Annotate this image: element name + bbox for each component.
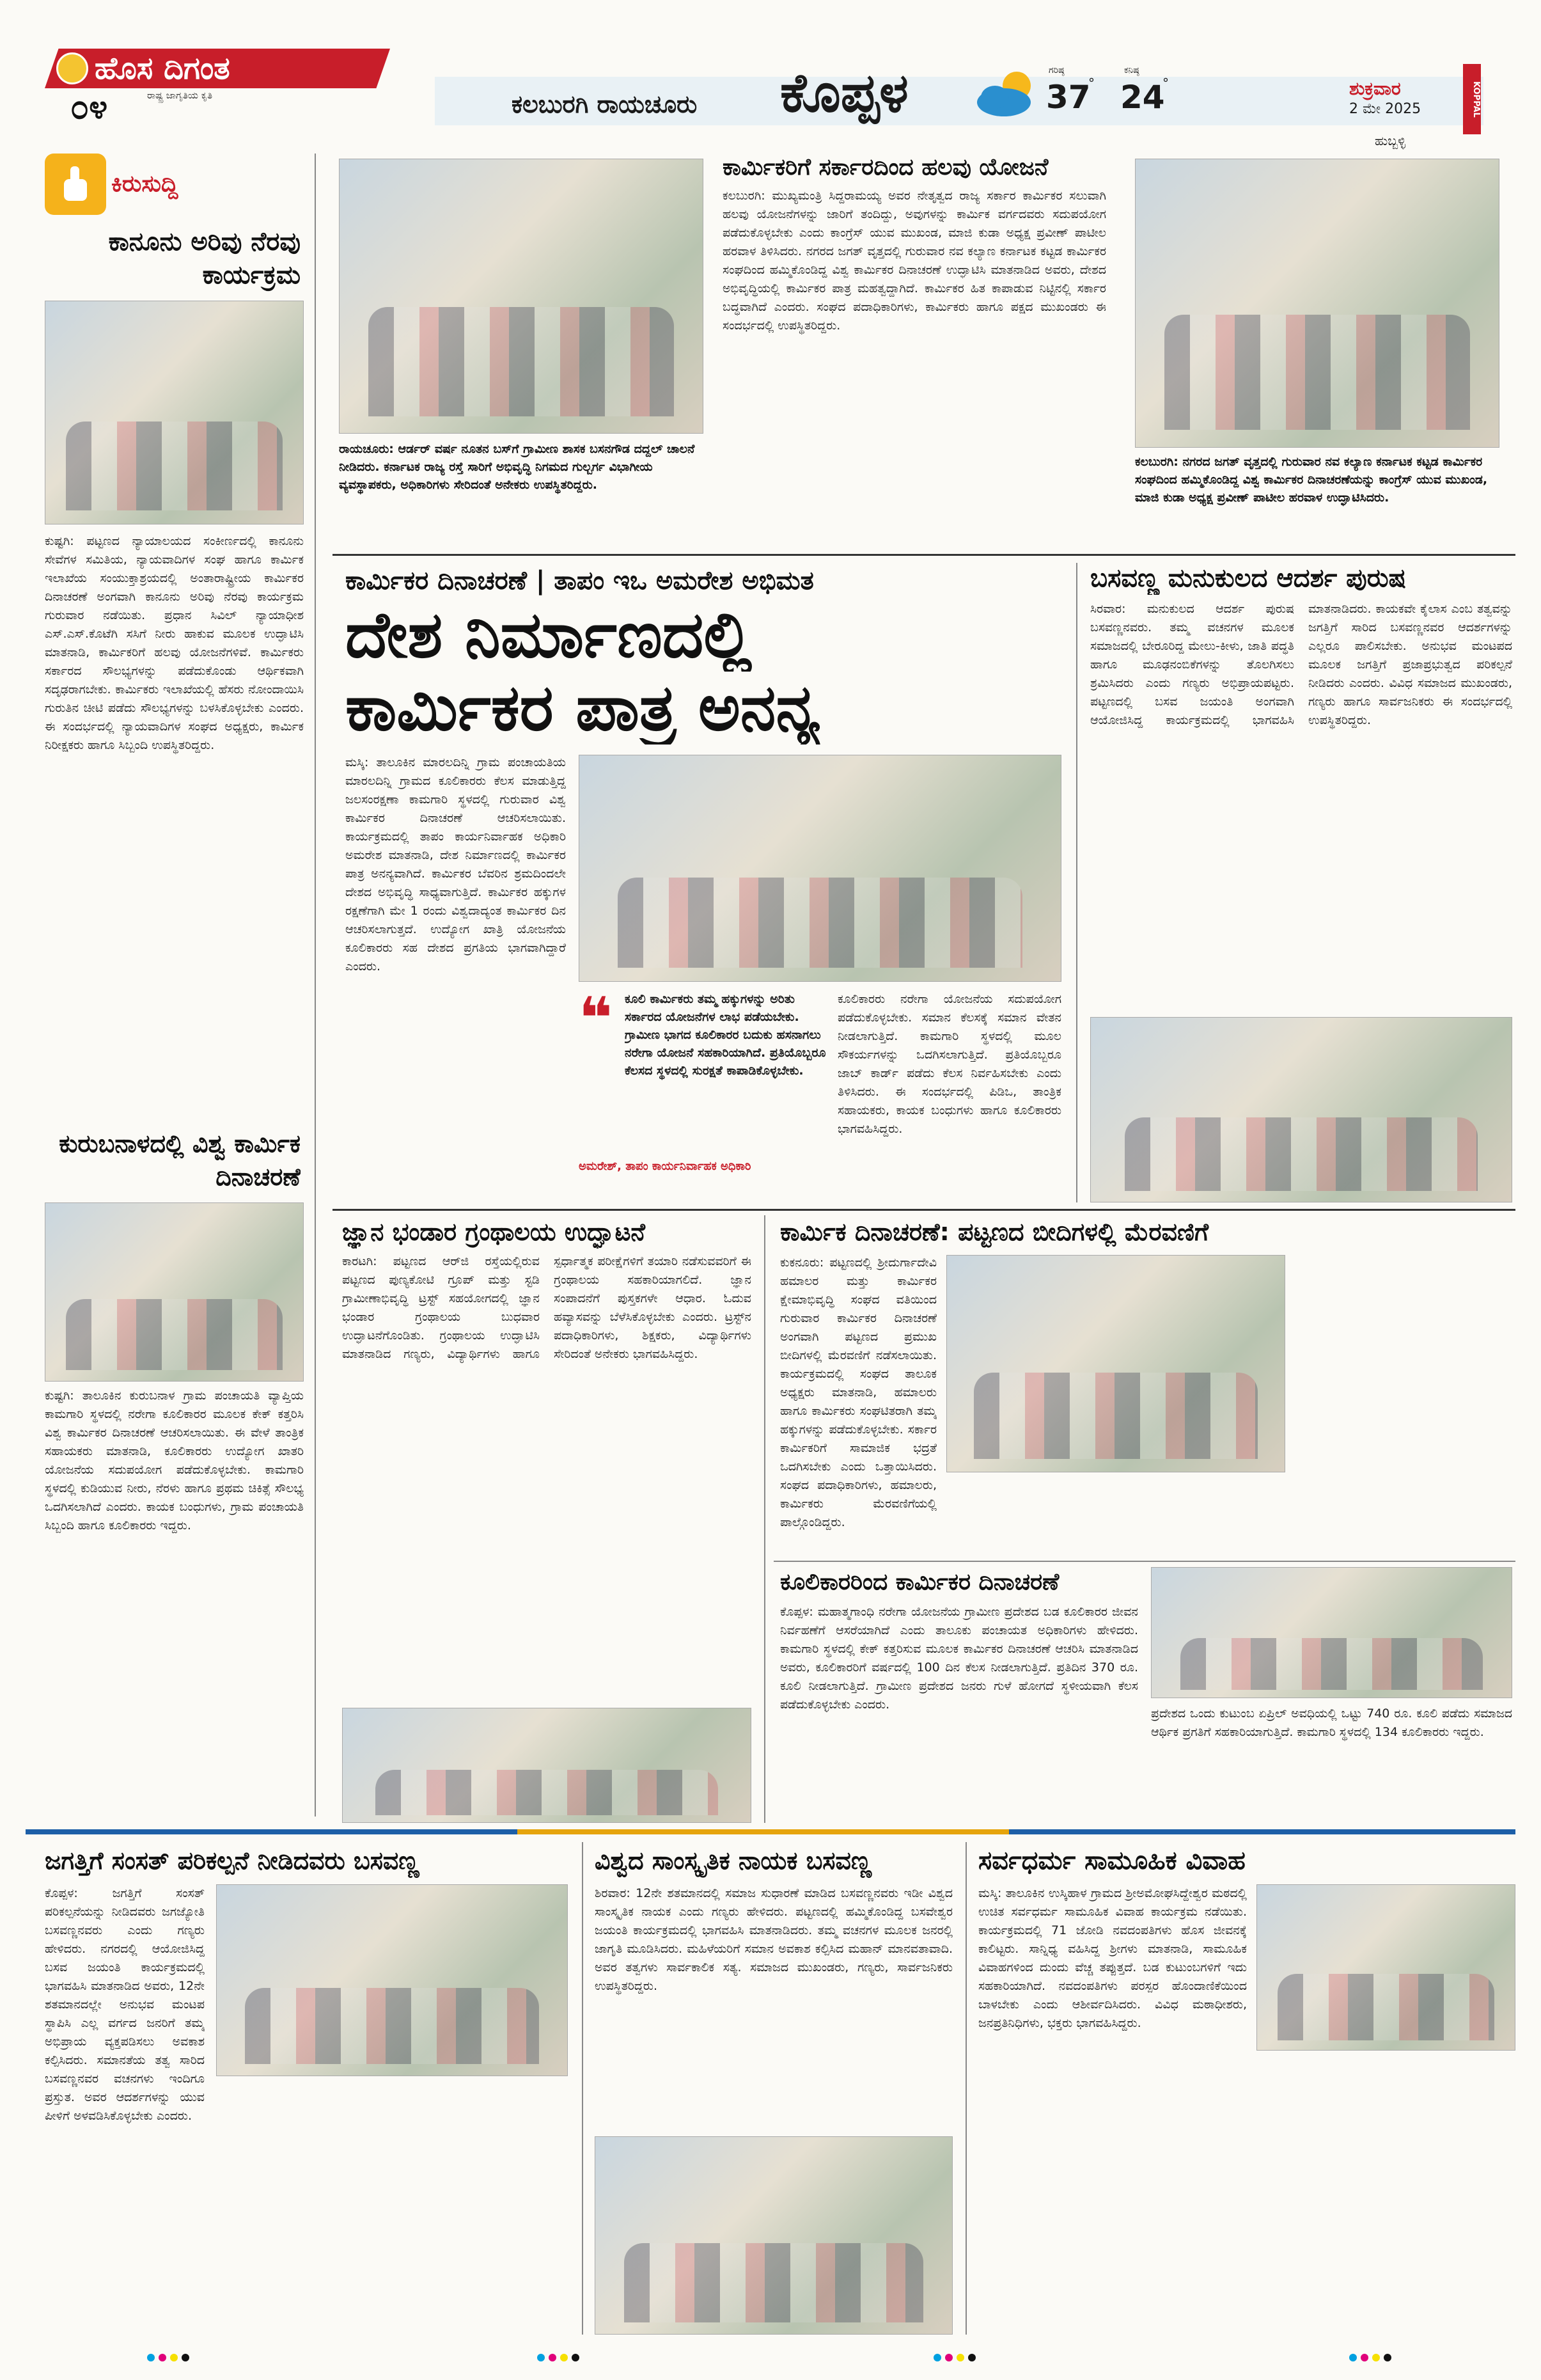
lead-kicker: ಕಾರ್ಮಿಕರ ದಿನಾಚರಣೆ | ತಾಪಂ ಇಒ ಅಮರೇಶ ಅಭಿಮತ bbox=[345, 566, 814, 595]
registration-marks-center-right bbox=[934, 2354, 976, 2361]
library-right-divider bbox=[764, 1215, 765, 1823]
lead-body-left: ಮಸ್ಕಿ: ತಾಲೂಕಿನ ಮಾರಲದಿನ್ನಿ ಗ್ರಾಮ ಪಂಚಾಯತಿಯ ಮಾರಲದಿನ್ನಿ ಗ್ರಾಮದ ಕೂಲಿಕಾರರು ಕೆಲಸ ಮಾಡುತ್ತಿದ್ದ ಜಲಸಂರಕ್ಷಣಾ ಕಾಮಗಾರಿ ಸ್ಥಳದಲ್ಲಿ ಗುರುವಾರ ವಿಶ್ವ ಕಾರ್ಮಿಕರ ದಿನಾಚರಣೆ ಆಚರಿಸಲಾಯಿತು. ಕಾರ್ಯಕ್ರಮದಲ್ಲಿ ತಾಪಂ ಕಾರ್ಯನಿರ್ವಾಹಕ ಅಧಿಕಾರಿ ಅಮರೇಶ ಮಾತನಾಡಿ, ದೇಶ ನಿರ್ಮಾಣದಲ್ಲಿ ಕಾರ್ಮಿಕರ ಪಾತ್ರ ಅನನ್ಯವಾಗಿದೆ. ಕಾರ್ಮಿಕರ ಬೆವರಿನ ಶ್ರಮದಿಂದಲೇ ದೇಶದ ಅಭಿವೃದ್ಧಿ ಸಾಧ್ಯವಾಗುತ್ತಿದೆ. ಕಾರ್ಮಿಕರ ಹಕ್ಕುಗಳ ರಕ್ಷಣೆಗಾಗಿ ಮೇ 1 ರಂದು ವಿಶ್ವದಾದ್ಯಂತ ಕಾರ್ಮಿಕರ ದಿನ ಆಚರಿಸಲಾಗುತ್ತದೆ. ಉದ್ಯೋಗ ಖಾತ್ರಿ ಯೋಜನೆಯ ಕೂಲಿಕಾರರು ಸಹ ದೇಶದ ಪ್ರಗತಿಯ ಭಾಗವಾಗಿದ್ದಾರೆ ಎಂದರು. bbox=[345, 755, 566, 973]
procession-title: ಕಾರ್ಮಿಕ ದಿನಾಚರಣೆ: ಪಟ್ಟಣದ ಬೀದಿಗಳಲ್ಲಿ ಮೆರವಣಿಗೆ bbox=[780, 1218, 1209, 1246]
masthead-date: 2 ಮೇ 2025 bbox=[1349, 101, 1421, 117]
kirusuddi-badge bbox=[45, 154, 237, 215]
left-column-divider bbox=[315, 154, 316, 1817]
masthead-edition: ಕೊಪ್ಪಳ bbox=[780, 61, 909, 124]
top-left-caption: ರಾಯಚೂರು: ಆರ್ಡರ್ ವರ್ಷ ನೂತನ ಬಸ್‌ಗೆ ಗ್ರಾಮೀಣ ಶಾಸಕ ಬಸನಗೌಡ ದದ್ದಲ್ ಚಾಲನೆ ನೀಡಿದರು. ಕರ್ನಾಟಕ ರಾಜ್ಯ ರಸ್ತೆ ಸಾರಿಗೆ ಅಭಿವೃದ್ಧಿ ನಿಗಮದ ಗುಲ್ಬರ್ಗ ವಿಭಾಗೀಯ ವ್ಯವಸ್ಥಾಪಕರು, ಅಧಿಕಾರಿಗಳು ಸೇರಿದಂತೆ ಅನೇಕರು ಉಪಸ್ಥಿತರಿದ್ದರು. bbox=[339, 442, 695, 492]
lead-quote-box bbox=[579, 985, 828, 1201]
bottom-col3-title: ಸರ್ವಧರ್ಮ ಸಾಮೂಹಿಕ ವಿವಾಹ bbox=[978, 1846, 1246, 1875]
lead-body-mid: ಕೂಲಿಕಾರರು ನರೇಗಾ ಯೋಜನೆಯ ಸದುಪಯೋಗ ಪಡೆದುಕೊಳ್ಳಬೇಕು. ಸಮಾನ ಕೆಲಸಕ್ಕೆ ಸಮಾನ ವೇತನ ನೀಡಲಾಗುತ್ತಿದೆ. ಕಾಮಗಾರಿ ಸ್ಥಳದಲ್ಲಿ ಮೂಲ ಸೌಕರ್ಯಗಳನ್ನು ಒದಗಿಸಲಾಗುತ್ತಿದೆ. ಪ್ರತಿಯೊಬ್ಬರೂ ಜಾಬ್ ಕಾರ್ಡ್ ಪಡೆದು ಕೆಲಸ ನಿರ್ವಹಿಸಬೇಕು ಎಂದು ತಿಳಿಸಿದರು. ಈ ಸಂದರ್ಭದಲ್ಲಿ ಪಿಡಿಒ, ತಾಂತ್ರಿಕ ಸಹಾಯಕರು, ಕಾಯಕ ಬಂಧುಗಳು ಹಾಗೂ ಕೂಲಿಕಾರರು ಭಾಗವಹಿಸಿದ್ದರು. bbox=[838, 992, 1061, 1136]
kirusuddi-item2-body: ಕುಷ್ಟಗಿ: ತಾಲೂಕಿನ ಕುರುಬನಾಳ ಗ್ರಾಮ ಪಂಚಾಯತಿ ವ್ಯಾಪ್ತಿಯ ಕಾಮಗಾರಿ ಸ್ಥಳದಲ್ಲಿ ನರೇಗಾ ಕೂಲಿಕಾರರ ಮೂಲಕ ಕೇಕ್ ಕತ್ತರಿಸಿ ವಿಶ್ವ ಕಾರ್ಮಿಕರ ದಿನಾಚರಣೆ ಆಚರಿಸಲಾಯಿತು. ಈ ವೇಳೆ ತಾಂತ್ರಿಕ ಸಹಾಯಕರು ಮಾತನಾಡಿ, ಕೂಲಿಕಾರರು ಉದ್ಯೋಗ ಖಾತರಿ ಯೋಜನೆಯ ಸದುಪಯೋಗ ಪಡೆದುಕೊಳ್ಳಬೇಕು. ಕಾಮಗಾರಿ ಸ್ಥಳದಲ್ಲಿ ಕುಡಿಯುವ ನೀರು, ನೆರಳು ಹಾಗೂ ಪ್ರಥಮ ಚಿಕಿತ್ಸೆ ಸೌಲಭ್ಯ ಒದಗಿಸಲಾಗಿದೆ ಎಂದರು. ಕಾಯಕ ಬಂಧುಗಳು, ಗ್ರಾಮ ಪಂಚಾಯತಿ ಸಿಬ್ಬಂದಿ ಹಾಗೂ ಕೂಲಿಕಾರರು ಇದ್ದರು. bbox=[45, 1389, 304, 1533]
paper-name: ಹೊಸ ದಿಗಂತ bbox=[95, 51, 230, 86]
kooli-title: ಕೂಲಿಕಾರರಿಂದ ಕಾರ್ಮಿಕರ ದಿನಾಚರಣೆ bbox=[780, 1569, 1060, 1595]
lead-headline-line2: ಕಾರ್ಮಿಕರ ಪಾತ್ರ ಅನನ್ಯ bbox=[345, 672, 820, 745]
library-photo bbox=[342, 1708, 751, 1823]
bottom-divider-2 bbox=[966, 1842, 967, 2335]
quote-mark-icon: ❝ bbox=[579, 985, 613, 1052]
masthead-side-code: KOPPAL bbox=[1471, 81, 1481, 118]
registration-marks-center-left bbox=[537, 2354, 579, 2361]
kooli-photo bbox=[1151, 1567, 1512, 1698]
library-title: ಜ್ಞಾನ ಭಂಡಾರ ಗ್ರಂಥಾಲಯ ಉದ್ಘಾಟನೆ bbox=[342, 1218, 646, 1246]
top-left-bus-photo bbox=[339, 159, 703, 434]
bottom-col3-body-right bbox=[1256, 2060, 1515, 2335]
library-body: ಕಾರಟಗಿ: ಪಟ್ಟಣದ ಆರ್‌ಜಿ ರಸ್ತೆಯಲ್ಲಿರುವ ಪಟ್ಟಣದ ಪುಣ್ಯಕೋಟಿ ಗ್ರೂಪ್ ಮತ್ತು ಸ್ಟಡಿ ಗ್ರಾಮೀಣಾಭಿವೃದ್ಧಿ ಟ್ರಸ್ಟ್ ಸಹಯೋಗದಲ್ಲಿ ಜ್ಞಾನ ಭಂಡಾರ ಗ್ರಂಥಾಲಯ ಬುಧವಾರ ಉದ್ಘಾಟನೆಗೊಂಡಿತು. ಗ್ರಂಥಾಲಯ ಉದ್ಘಾಟಿಸಿ ಮಾತನಾಡಿದ ಗಣ್ಯರು, ವಿದ್ಯಾರ್ಥಿಗಳು ಹಾಗೂ ಸ್ಪರ್ಧಾತ್ಮಕ ಪರೀಕ್ಷೆಗಳಿಗೆ ತಯಾರಿ ನಡೆಸುವವರಿಗೆ ಈ ಗ್ರಂಥಾಲಯ ಸಹಕಾರಿಯಾಗಲಿದೆ. ಜ್ಞಾನ ಸಂಪಾದನೆಗೆ ಪುಸ್ತಕಗಳೇ ಆಧಾರ. ಓದುವ ಹವ್ಯಾಸವನ್ನು ಬೆಳೆಸಿಕೊಳ್ಳಬೇಕು ಎಂದರು. ಟ್ರಸ್ಟ್‌ನ ಪದಾಧಿಕಾರಿಗಳು, ಶಿಕ್ಷಕರು, ವಿದ್ಯಾರ್ಥಿಗಳು ಸೇರಿದಂತೆ ಅನೇಕರು ಭಾಗವಹಿಸಿದ್ದರು. bbox=[342, 1254, 751, 1361]
kirusuddi-item1-title: ಕಾನೂನು ಅರಿವು ನೆರವು ಕಾರ್ಯಕ್ರಮ bbox=[108, 227, 301, 290]
lead-photo bbox=[579, 755, 1061, 982]
bottom-col3-body: ಮಸ್ಕಿ: ತಾಲೂಕಿನ ಉಸ್ಕಿಹಾಳ ಗ್ರಾಮದ ಶ್ರೀಅಮೋಘಸಿದ್ದೇಶ್ವರ ಮಠದಲ್ಲಿ ಉಚಿತ ಸರ್ವಧರ್ಮ ಸಾಮೂಹಿಕ ವಿವಾಹ ಕಾರ್ಯಕ್ರಮ ನಡೆಯಿತು. ಕಾರ್ಯಕ್ರಮದಲ್ಲಿ 71 ಜೋಡಿ ನವದಂಪತಿಗಳು ಹೊಸ ಜೀವನಕ್ಕೆ ಕಾಲಿಟ್ಟರು. ಸಾನ್ನಿಧ್ಯ ವಹಿಸಿದ್ದ ಶ್ರೀಗಳು ಮಾತನಾಡಿ, ಸಾಮೂಹಿಕ ವಿವಾಹಗಳಿಂದ ದುಂದು ವೆಚ್ಚ ತಪ್ಪುತ್ತದೆ. ಬಡ ಕುಟುಂಬಗಳಿಗೆ ಇದು ಸಹಕಾರಿಯಾಗಿದೆ. ನವದಂಪತಿಗಳು ಪರಸ್ಪರ ಹೊಂದಾಣಿಕೆಯಿಂದ ಬಾಳಬೇಕು ಎಂದು ಆಶೀರ್ವದಿಸಿದರು. ವಿವಿಧ ಮಠಾಧೀಶರು, ಜನಪ್ರತಿನಿಧಿಗಳು, ಭಕ್ತರು ಭಾಗವಹಿಸಿದ್ದರು. bbox=[978, 1886, 1247, 2030]
basavanna1-photo bbox=[1090, 1017, 1512, 1202]
bottom-col3-photo bbox=[1256, 1884, 1515, 2051]
weather-cloud-icon bbox=[972, 64, 1042, 122]
bottom-col1-body-left: ಕೊಪ್ಪಳ: ಜಗತ್ತಿಗೆ ಸಂಸತ್ ಪರಿಕಲ್ಪನೆಯನ್ನು ನೀಡಿದವರು ಜಗಜ್ಯೋತಿ ಬಸವಣ್ಣನವರು ಎಂದು ಗಣ್ಯರು ಹೇಳಿದರು. ನಗರದಲ್ಲಿ ಆಯೋಜಿಸಿದ್ದ ಬಸವ ಜಯಂತಿ ಕಾರ್ಯಕ್ರಮದಲ್ಲಿ ಭಾಗವಹಿಸಿ ಮಾತನಾಡಿದ ಅವರು, 12ನೇ ಶತಮಾನದಲ್ಲೇ ಅನುಭವ ಮಂಟಪ ಸ್ಥಾಪಿಸಿ ಎಲ್ಲ ವರ್ಗದ ಜನರಿಗೆ ತಮ್ಮ ಅಭಿಪ್ರಾಯ ವ್ಯಕ್ತಪಡಿಸಲು ಅವಕಾಶ ಕಲ್ಪಿಸಿದರು. ಸಮಾನತೆಯ ತತ್ವ ಸಾರಿದ ಬಸವಣ್ಣನವರ ವಚನಗಳು ಇಂದಿಗೂ ಪ್ರಸ್ತುತ. ಅವರ ಆದರ್ಶಗಳನ್ನು ಯುವ ಪೀಳಿಗೆ ಅಳವಡಿಸಿಕೊಳ್ಳಬೇಕು ಎಂದರು. bbox=[45, 1886, 205, 2123]
basavanna1-body: ಸಿರವಾರ: ಮನುಕುಲದ ಆದರ್ಶ ಪುರುಷ ಬಸವಣ್ಣನವರು. ತಮ್ಮ ವಚನಗಳ ಮೂಲಕ ಸಮಾಜದಲ್ಲಿ ಬೇರೂರಿದ್ದ ಮೇಲು-ಕೀಳು, ಜಾತಿ ಪದ್ಧತಿ ಹಾಗೂ ಮೂಢನಂಬಿಕೆಗಳನ್ನು ತೊಲಗಿಸಲು ಶ್ರಮಿಸಿದರು ಎಂದು ಗಣ್ಯರು ಅಭಿಪ್ರಾಯಪಟ್ಟರು. ಪಟ್ಟಣದಲ್ಲಿ ಬಸವ ಜಯಂತಿ ಅಂಗವಾಗಿ ಆಯೋಜಿಸಿದ್ದ ಕಾರ್ಯಕ್ರಮದಲ್ಲಿ ಭಾಗವಹಿಸಿ ಮಾತನಾಡಿದರು. ಕಾಯಕವೇ ಕೈಲಾಸ ಎಂಬ ತತ್ವವನ್ನು ಜಗತ್ತಿಗೆ ಸಾರಿದ ಬಸವಣ್ಣನವರ ಆದರ್ಶಗಳನ್ನು ಎಲ್ಲರೂ ಪಾಲಿಸಬೇಕು. ಅನುಭವ ಮಂಟಪದ ಮೂಲಕ ಜಗತ್ತಿಗೆ ಪ್ರಜಾಪ್ರಭುತ್ವದ ಪರಿಕಲ್ಪನೆ ನೀಡಿದರು ಎಂದರು. ವಿವಿಧ ಸಮಾಜದ ಮುಖಂಡರು, ಗಣ್ಯರು ಹಾಗೂ ಸಾರ್ವಜನಿಕರು ಈ ಸಂದರ್ಭದಲ್ಲಿ ಉಪಸ್ಥಿತರಿದ್ದರು. bbox=[1090, 602, 1512, 727]
top-right-photo bbox=[1135, 159, 1499, 448]
top-row-divider bbox=[332, 554, 1515, 556]
kirusuddi-icon bbox=[45, 154, 106, 215]
bottom-color-rule bbox=[26, 1829, 1515, 1834]
temp-min-label: ಕನಿಷ್ಠ bbox=[1124, 65, 1139, 75]
kirusuddi-item2-title: ಕುರುಬನಾಳದಲ್ಲಿ ವಿಶ್ವ ಕಾರ್ಮಿಕ ದಿನಾಚರಣೆ bbox=[59, 1130, 301, 1191]
logo-emblem-icon bbox=[56, 52, 88, 84]
lead-quote-attrib: ಅಮರೇಶ್, ತಾಪಂ ಕಾರ್ಯನಿರ್ವಾಹಕ ಅಧಿಕಾರಿ bbox=[579, 1160, 751, 1173]
temp-min-degree: ° bbox=[1162, 75, 1169, 91]
kooli-body: ಕೊಪ್ಪಳ: ಮಹಾತ್ಮಗಾಂಧಿ ನರೇಗಾ ಯೋಜನೆಯ ಗ್ರಾಮೀಣ ಪ್ರದೇಶದ ಬಡ ಕೂಲಿಕಾರರ ಜೀವನ ನಿರ್ವಹಣೆಗೆ ಆಸರೆಯಾಗಿದೆ ಎಂದು ತಾಲೂಕು ಪಂಚಾಯತ ಅಧಿಕಾರಿಗಳು ಹೇಳಿದರು. ಕಾಮಗಾರಿ ಸ್ಥಳದಲ್ಲಿ ಕೇಕ್ ಕತ್ತರಿಸುವ ಮೂಲಕ ಕಾರ್ಮಿಕರ ದಿನಾಚರಣೆ ಆಚರಿಸಿ ಮಾತನಾಡಿದ ಅವರು, ಕೂಲಿಕಾರರಿಗೆ ವರ್ಷದಲ್ಲಿ 100 ದಿನ ಕೆಲಸ ನೀಡಲಾಗುತ್ತಿದೆ. ಪ್ರತಿದಿನ 370 ರೂ. ಕೂಲಿ ನೀಡಲಾಗುತ್ತಿದೆ. ಗ್ರಾಮೀಣ ಪ್ರದೇಶದ ಜನರು ಗುಳೆ ಹೋಗದೆ ಸ್ಥಳೀಯವಾಗಿ ಕೆಲಸ ಪಡೆದುಕೊಳ್ಳಬೇಕು ಎಂದರು. bbox=[780, 1605, 1138, 1712]
top-center-title: ಕಾರ್ಮಿಕರಿಗೆ ಸರ್ಕಾರದಿಂದ ಹಲವು ಯೋಜನೆ bbox=[723, 154, 1049, 180]
bottom-col1-photo bbox=[216, 1884, 568, 2076]
lead-headline-line1: ದೇಶ ನಿರ್ಮಾಣದಲ್ಲಿ bbox=[345, 599, 752, 672]
lead-right-divider bbox=[1076, 563, 1077, 1202]
top-center-body: ಕಲಬುರಗಿ: ಮುಖ್ಯಮಂತ್ರಿ ಸಿದ್ದರಾಮಯ್ಯ ಅವರ ನೇತೃತ್ವದ ರಾಜ್ಯ ಸರ್ಕಾರ ಕಾರ್ಮಿಕರ ಸಲುವಾಗಿ ಹಲವು ಯೋಜನೆಗಳನ್ನು ಜಾರಿಗೆ ತಂದಿದ್ದು, ಅವುಗಳನ್ನು ಕಾರ್ಮಿಕ ವರ್ಗದವರು ಸದುಪಯೋಗ ಪಡೆದುಕೊಳ್ಳಬೇಕು ಎಂದು ಕಾಂಗ್ರೆಸ್ ಯುವ ಮುಖಂಡ, ಮಾಜಿ ಕುಡಾ ಅಧ್ಯಕ್ಷ ಪ್ರವೀಣ್ ಪಾಟೀಲ ಹರವಾಳ ತಿಳಿಸಿದರು. ನಗರದ ಜಗತ್ ವೃತ್ತದಲ್ಲಿ ಗುರುವಾರ ನವ ಕಲ್ಯಾಣ ಕರ್ನಾಟಕ ಕಟ್ಟಡ ಕಾರ್ಮಿಕರ ಸಂಘದಿಂದ ಹಮ್ಮಿಕೊಂಡಿದ್ದ ವಿಶ್ವ ಕಾರ್ಮಿಕರ ದಿನಾಚರಣೆ ಉದ್ಘಾಟಿಸಿ ಮಾತನಾಡಿದ ಅವರು, ದೇಶದ ಅಭಿವೃದ್ಧಿಯಲ್ಲಿ ಕಾರ್ಮಿಕರ ಪಾತ್ರ ಮಹತ್ವದ್ದಾಗಿದೆ. ಕಾರ್ಮಿಕರ ಹಿತ ಕಾಪಾಡುವ ನಿಟ್ಟಿನಲ್ಲಿ ಸರ್ಕಾರ ಬದ್ಧವಾಗಿದೆ ಎಂದರು. ಸಂಘದ ಪದಾಧಿಕಾರಿಗಳು, ಕಾರ್ಮಿಕರು ಹಾಗೂ ಪಕ್ಷದ ಮುಖಂಡರು ಈ ಸಂದರ್ಭದಲ್ಲಿ ಉಪಸ್ಥಿತರಿದ್ದರು. bbox=[723, 189, 1106, 333]
registration-marks-left bbox=[147, 2354, 189, 2361]
masthead-city: ಹುಬ್ಬಳ್ಳಿ bbox=[1375, 133, 1406, 148]
temp-max-degree: ° bbox=[1088, 75, 1095, 91]
kirusuddi-label: ಕಿರುಸುದ್ದಿ bbox=[111, 171, 178, 197]
masthead-logo-block bbox=[45, 49, 390, 125]
kirusuddi-item1-photo bbox=[45, 301, 304, 524]
bottom-col2-title: ವಿಶ್ವದ ಸಾಂಸ್ಕೃತಿಕ ನಾಯಕ ಬಸವಣ್ಣ bbox=[595, 1847, 872, 1875]
procession-photo bbox=[946, 1255, 1285, 1472]
masthead-day: ಶುಕ್ರವಾರ bbox=[1349, 78, 1401, 99]
temp-max-label: ಗರಿಷ್ಠ bbox=[1049, 65, 1065, 75]
paper-tagline: ರಾಷ್ಟ್ರ ಜಾಗೃತಿಯ ಕೃತಿ bbox=[147, 90, 213, 101]
basavanna1-title: ಬಸವಣ್ಣ ಮನುಕುಲದ ಆದರ್ಶ ಪುರುಷ bbox=[1090, 563, 1406, 593]
lead-quote-text: ಕೂಲಿ ಕಾರ್ಮಿಕರು ತಮ್ಮ ಹಕ್ಕುಗಳನ್ನು ಅರಿತು ಸರ್ಕಾರದ ಯೋಜನೆಗಳ ಲಾಭ ಪಡೆಯಬೇಕು. ಗ್ರಾಮೀಣ ಭಾಗದ ಕೂಲಿಕಾರರ ಬದುಕು ಹಸನಾಗಲು ನರೇಗಾ ಯೋಜನೆ ಸಹಕಾರಿಯಾಗಿದೆ. ಪ್ರತಿಯೊಬ್ಬರೂ ಕೆಲಸದ ಸ್ಥಳದಲ್ಲಿ ಸುರಕ್ಷತೆ ಕಾಪಾಡಿಕೊಳ್ಳಬೇಕು. bbox=[625, 992, 826, 1078]
temp-max: 37 bbox=[1046, 79, 1091, 116]
temp-min: 24 bbox=[1120, 79, 1165, 116]
top-right-caption: ಕಲಬುರಗಿ: ನಗರದ ಜಗತ್ ವೃತ್ತದಲ್ಲಿ ಗುರುವಾರ ನವ ಕಲ್ಯಾಣ ಕರ್ನಾಟಕ ಕಟ್ಟಡ ಕಾರ್ಮಿಕರ ಸಂಘದಿಂದ ಹಮ್ಮಿಕೊಂಡಿದ್ದ ವಿಶ್ವ ಕಾರ್ಮಿಕರ ದಿನಾಚರಣೆಯನ್ನು ಕಾಂಗ್ರೆಸ್ ಯುವ ಮುಖಂಡ, ಮಾಜಿ ಕುಡಾ ಅಧ್ಯಕ್ಷ ಪ್ರವೀಣ್ ಪಾಟೀಲ ಹರವಾಳ ಉದ್ಘಾಟಿಸಿದರು. bbox=[1135, 455, 1488, 505]
registration-marks-right bbox=[1349, 2354, 1391, 2361]
kirusuddi-item1-body: ಕುಷ್ಟಗಿ: ಪಟ್ಟಣದ ನ್ಯಾಯಾಲಯದ ಸಂಕೀರ್ಣದಲ್ಲಿ ಕಾನೂನು ಸೇವೆಗಳ ಸಮಿತಿಯ, ನ್ಯಾಯವಾದಿಗಳ ಸಂಘ ಹಾಗೂ ಕಾರ್ಮಿಕ ಇಲಾಖೆಯ ಸಂಯುಕ್ತಾಶ್ರಯದಲ್ಲಿ ಅಂತಾರಾಷ್ಟ್ರೀಯ ಕಾರ್ಮಿಕರ ದಿನಾಚರಣೆ ಅಂಗವಾಗಿ ಕಾನೂನು ಅರಿವು ನೆರವು ಕಾರ್ಯಕ್ರಮ ಗುರುವಾರ ನಡೆಯಿತು. ಪ್ರಧಾನ ಸಿವಿಲ್ ನ್ಯಾಯಾಧೀಶ ಎಸ್.ಎಸ್.ಕೊಟೆಗಿ ಸಸಿಗೆ ನೀರು ಹಾಕುವ ಮೂಲಕ ಉದ್ಘಾಟಿಸಿ ಮಾತನಾಡಿ, ಕಾರ್ಮಿಕರಿಗೆ ಹಲವು ಯೋಜನೆಗಳಿವೆ. ಕಾರ್ಮಿಕರು ಸರ್ಕಾರದ ಸೌಲಭ್ಯಗಳನ್ನು ಪಡೆದುಕೊಂಡು ಆರ್ಥಿಕವಾಗಿ ಸದೃಢರಾಗಬೇಕು. ಕಾರ್ಮಿಕರು ಇಲಾಖೆಯಲ್ಲಿ ಹೆಸರು ನೋಂದಾಯಿಸಿ ಗುರುತಿನ ಚೀಟಿ ಪಡೆದು ಸೌಲಭ್ಯಗಳನ್ನು ಬಳಸಿಕೊಳ್ಳಬೇಕು ಎಂದರು. ಈ ಸಂದರ್ಭದಲ್ಲಿ ನ್ಯಾಯವಾದಿಗಳ ಸಂಘದ ಅಧ್ಯಕ್ಷರು, ಕಾರ್ಮಿಕ ನಿರೀಕ್ಷಕರು ಹಾಗೂ ಸಿಬ್ಬಂದಿ ಉಪಸ್ಥಿತರಿದ್ದರು. bbox=[45, 534, 304, 752]
mid-row-divider bbox=[332, 1209, 1515, 1211]
kooli-caption: ಪ್ರದೇಶದ ಒಂದು ಕುಟುಂಬ ಏಪ್ರಿಲ್ ಅವಧಿಯಲ್ಲಿ ಒಟ್ಟು 740 ರೂ. ಕೂಲಿ ಪಡೆದು ಸಮಾಜದ ಆರ್ಥಿಕ ಪ್ರಗತಿಗೆ ಸಹಕಾರಿಯಾಗುತ್ತಿದೆ. ಕಾಮಗಾರಿ ಸ್ಥಳದಲ್ಲಿ 134 ಕೂಲಿಕಾರರು ಇದ್ದರು. bbox=[1151, 1706, 1512, 1739]
masthead bbox=[26, 26, 1515, 148]
procession-bottom-divider bbox=[774, 1561, 1515, 1562]
procession-body-right bbox=[1298, 1254, 1512, 1554]
kirusuddi-item2-photo bbox=[45, 1202, 304, 1382]
bottom-divider-1 bbox=[582, 1842, 583, 2335]
bottom-col2-body: ಶಿರವಾರ: 12ನೇ ಶತಮಾನದಲ್ಲಿ ಸಮಾಜ ಸುಧಾರಣೆ ಮಾಡಿದ ಬಸವಣ್ಣನವರು ಇಡೀ ವಿಶ್ವದ ಸಾಂಸ್ಕೃತಿಕ ನಾಯಕ ಎಂದು ಗಣ್ಯರು ಹೇಳಿದರು. ಪಟ್ಟಣದಲ್ಲಿ ಹಮ್ಮಿಕೊಂಡಿದ್ದ ಬಸವೇಶ್ವರ ಜಯಂತಿ ಕಾರ್ಯಕ್ರಮದಲ್ಲಿ ಭಾಗವಹಿಸಿ ಮಾತನಾಡಿದರು. ತಮ್ಮ ವಚನಗಳ ಮೂಲಕ ಜನರಲ್ಲಿ ಜಾಗೃತಿ ಮೂಡಿಸಿದರು. ಮಹಿಳೆಯರಿಗೆ ಸಮಾನ ಅವಕಾಶ ಕಲ್ಪಿಸಿದ ಮಹಾನ್ ಮಾನವತಾವಾದಿ. ಅವರ ತತ್ವಗಳು ಸಾರ್ವಕಾಲಿಕ ಸತ್ಯ. ಸಮಾಜದ ಮುಖಂಡರು, ಗಣ್ಯರು, ಸಾರ್ವಜನಿಕರು ಉಪಸ್ಥಿತರಿದ್ದರು. bbox=[595, 1886, 953, 1993]
bottom-col1-body-right bbox=[216, 2085, 568, 2335]
bottom-col2-photo bbox=[595, 2136, 953, 2335]
page-number: ೦೪ bbox=[70, 88, 108, 127]
bottom-col1-title: ಜಗತ್ತಿಗೆ ಸಂಸತ್ ಪರಿಕಲ್ಪನೆ ನೀಡಿದವರು ಬಸವಣ್ಣ bbox=[45, 1847, 419, 1875]
masthead-regions: ಕಲಬುರಗಿ ರಾಯಚೂರು bbox=[512, 90, 698, 118]
procession-body: ಕುಕನೂರು: ಪಟ್ಟಣದಲ್ಲಿ ಶ್ರೀದುರ್ಗಾದೇವಿ ಹಮಾಲರ ಮತ್ತು ಕಾರ್ಮಿಕರ ಕ್ಷೇಮಾಭಿವೃದ್ಧಿ ಸಂಘದ ವತಿಯಿಂದ ಗುರುವಾರ ಕಾರ್ಮಿಕರ ದಿನಾಚರಣೆ ಅಂಗವಾಗಿ ಪಟ್ಟಣದ ಪ್ರಮುಖ ಬೀದಿಗಳಲ್ಲಿ ಮೆರವಣಿಗೆ ನಡೆಸಲಾಯಿತು. ಕಾರ್ಯಕ್ರಮದಲ್ಲಿ ಸಂಘದ ತಾಲೂಕ ಅಧ್ಯಕ್ಷರು ಮಾತನಾಡಿ, ಹಮಾಲರು ಹಾಗೂ ಕಾರ್ಮಿಕರು ಸಂಘಟಿತರಾಗಿ ತಮ್ಮ ಹಕ್ಕುಗಳನ್ನು ಪಡೆದುಕೊಳ್ಳಬೇಕು. ಸರ್ಕಾರ ಕಾರ್ಮಿಕರಿಗೆ ಸಾಮಾಜಿಕ ಭದ್ರತೆ ಒದಗಿಸಬೇಕು ಎಂದು ಒತ್ತಾಯಿಸಿದರು. ಸಂಘದ ಪದಾಧಿಕಾರಿಗಳು, ಹಮಾಲರು, ಕಾರ್ಮಿಕರು ಮೆರವಣಿಗೆಯಲ್ಲಿ ಪಾಲ್ಗೊಂಡಿದ್ದರು. bbox=[780, 1256, 937, 1529]
